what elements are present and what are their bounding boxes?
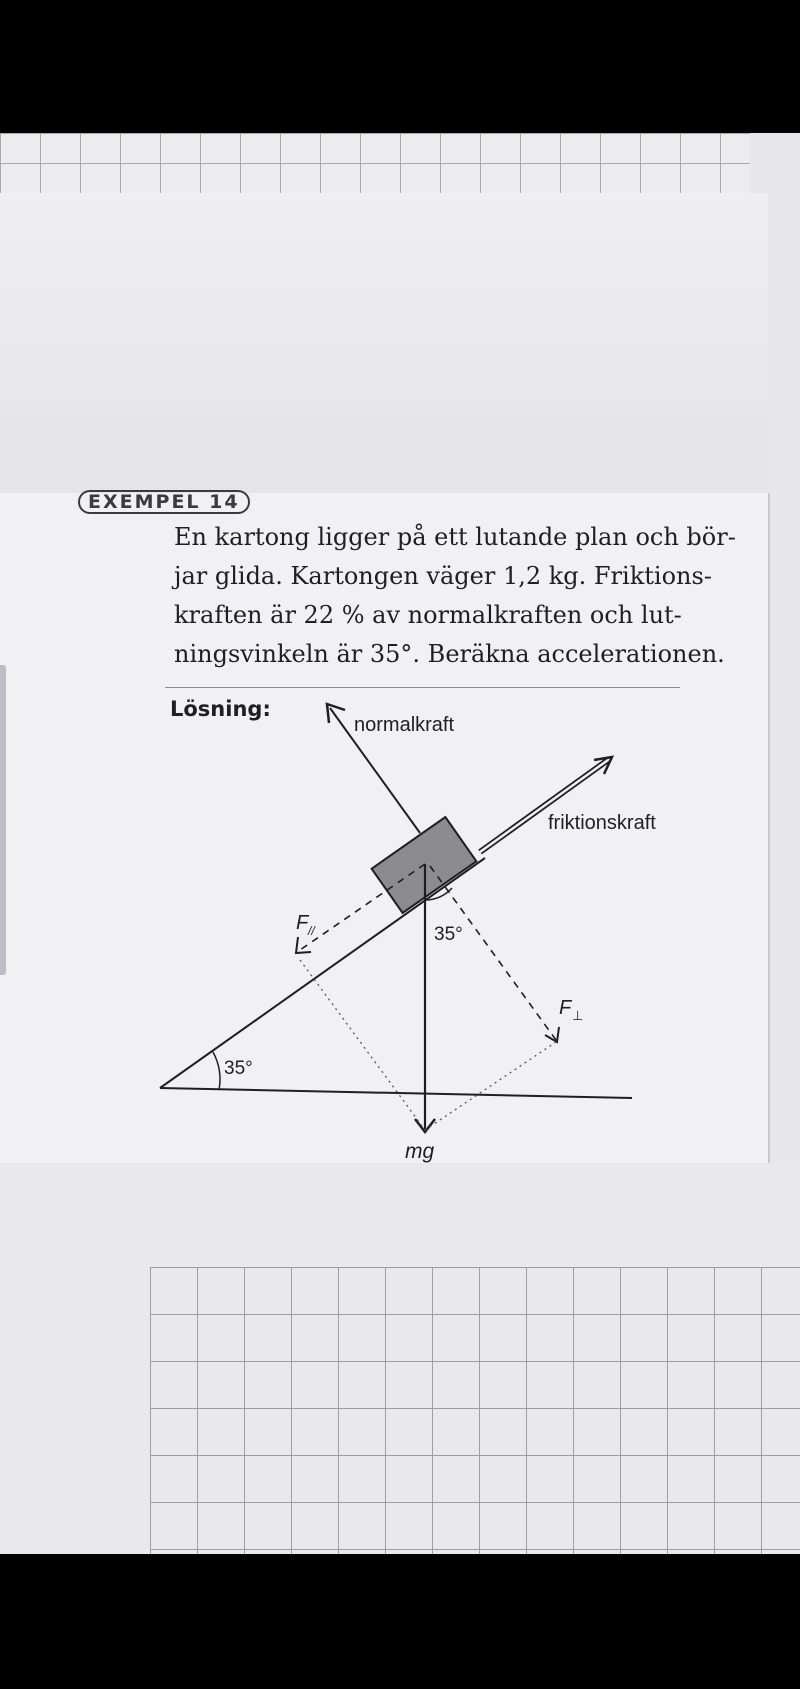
dotted-line-perp	[425, 1042, 556, 1130]
incline-line	[160, 858, 485, 1088]
gravity-angle-label: 35°	[434, 924, 463, 945]
f-perp-subscript: ⊥	[572, 1008, 584, 1023]
problem-line: ningsvinkeln är 35°. Beräkna accelerationen.	[174, 640, 725, 668]
ground-line	[160, 1088, 632, 1098]
normal-arrowhead-icon	[327, 704, 345, 723]
friction-force-label: friktionskraft	[548, 812, 656, 834]
f-perp-label: F	[559, 997, 572, 1019]
base-angle-arc	[213, 1052, 220, 1090]
example-badge: EXEMPEL 14	[78, 490, 250, 514]
normal-force-label: normalkraft	[354, 714, 455, 736]
mg-label: mg	[405, 1140, 435, 1163]
problem-line: kraften är 22 % av normalkraften och lut-	[174, 601, 682, 629]
f-parallel-label: F	[296, 912, 309, 934]
base-angle-label: 35°	[224, 1058, 253, 1079]
solution-label: Lösning:	[170, 697, 271, 721]
problem-line: jar glida. Kartongen väger 1,2 kg. Friktions-	[174, 562, 712, 590]
f-parallel-subscript: //	[308, 924, 315, 938]
dotted-line-parallel	[300, 960, 425, 1130]
problem-line: En kartong ligger på ett lutande plan och bör-	[174, 523, 736, 551]
f-parallel-arrowhead-icon	[296, 937, 311, 953]
